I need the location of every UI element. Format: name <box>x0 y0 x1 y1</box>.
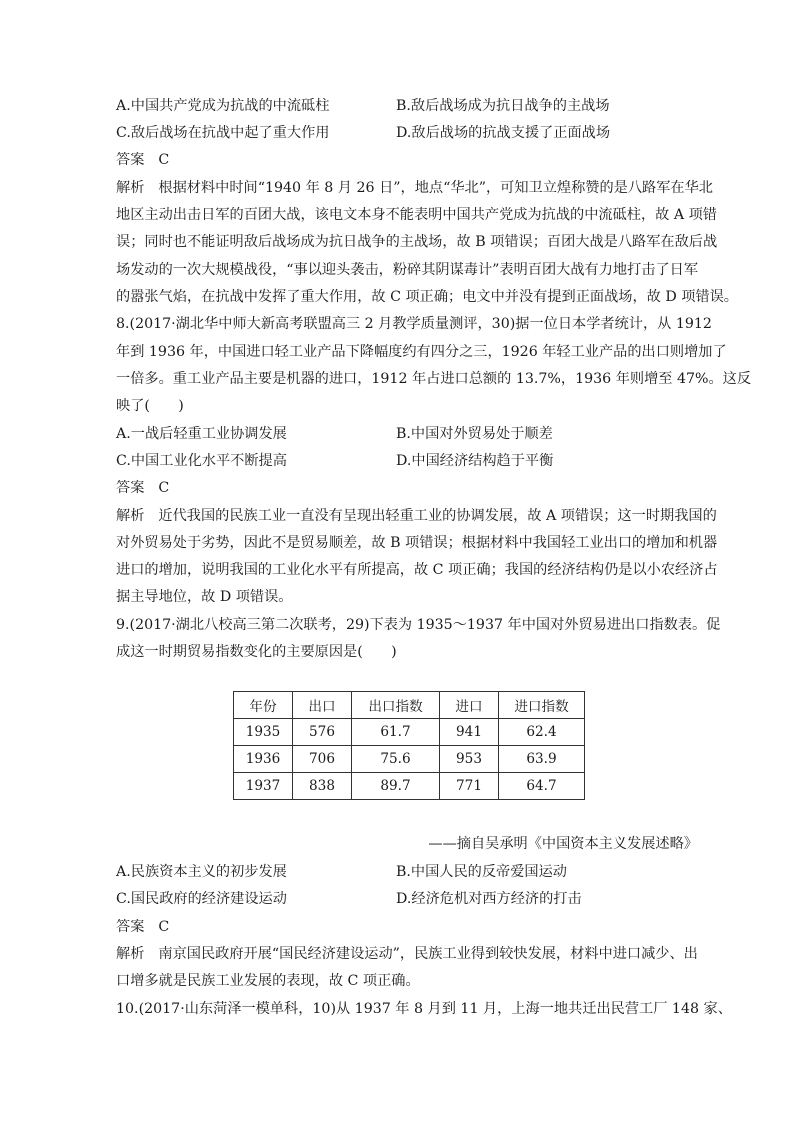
q7-analysis-line-3: 场发动的一次大规模战役，“事以迎头袭击，粉碎其阴谋毒计”表明百团大战有力地打击了日军 <box>116 262 699 278</box>
answer-label: 答案 <box>116 480 145 496</box>
analysis-text: 近代我国的民族工业一直没有呈现出轻重工业的协调发展，故 A 项错误；这一时期我国的 <box>158 508 717 524</box>
q9-analysis-line-0 <box>116 944 698 964</box>
table-cell: 64.7 <box>499 773 585 800</box>
q9-option-a: A.民族资本主义的初步发展 <box>116 864 287 880</box>
q8-stem-line-3: 映了( ) <box>116 398 184 414</box>
q8-option-a: A.一战后轻重工业协调发展 <box>116 426 287 442</box>
table-row <box>234 746 585 773</box>
q10-stem-line-0: 10.(2017·山东菏泽一模单科，10)从 1937 年 8 月到 11 月，上海一地共迁出民营工厂 148 家、 <box>116 1001 732 1017</box>
q8-stem-line-2: 一倍多。重工业产品主要是机器的进口，1912 年占进口总额的 13.7%，1936 年则增至 47%。这反 <box>116 371 752 387</box>
q9-option-d: D.经济危机对西方经济的打击 <box>396 891 582 907</box>
table-header-row <box>234 692 585 719</box>
table-cell: 62.4 <box>499 719 585 746</box>
q8-analysis-line-0 <box>116 506 717 526</box>
table-cell: 1936 <box>234 746 293 773</box>
table-row <box>234 773 585 800</box>
answer-value: C <box>158 919 170 935</box>
q7-analysis-line-1: 地区主动出击日军的百团大战，该电文本身不能表明中国共产党成为抗战的中流砥柱，故 A 项错 <box>116 207 717 223</box>
table-cell: 771 <box>440 773 499 800</box>
answer-value: C <box>158 480 170 496</box>
q8-stem-line-1: 年到 1936 年，中国进口轻工业产品下降幅度约有四分之三，1926 年轻工业产品的出口则增加了 <box>116 344 727 360</box>
table-header-cell: 进口 <box>440 692 499 719</box>
table-row <box>234 719 585 746</box>
q8-option-c: C.中国工业化水平不断提高 <box>116 453 287 469</box>
analysis-label: 解析 <box>116 180 145 196</box>
table-cell: 953 <box>440 746 499 773</box>
q7-analysis-line-4: 的嚣张气焰，在抗战中发挥了重大作用，故 C 项正确；电文中并没有提到正面战场，故 D 项错误。 <box>116 289 738 305</box>
table-header-cell: 年份 <box>234 692 293 719</box>
table-header-cell: 出口指数 <box>352 692 440 719</box>
answer-label: 答案 <box>116 919 145 935</box>
table-cell: 61.7 <box>352 719 440 746</box>
q9-stem-line-1: 成这一时期贸易指数变化的主要原因是( ) <box>116 644 397 660</box>
table-header-cell: 进口指数 <box>499 692 585 719</box>
q7-analysis-line-2: 误；同时也不能证明敌后战场成为抗日战争的主战场，故 B 项错误；百团大战是八路军在敌后战 <box>116 234 718 250</box>
q8-analysis-line-1: 对外贸易处于劣势，因此不是贸易顺差，故 B 项错误；根据材料中我国轻工业出口的增加和机器 <box>116 535 718 551</box>
table-cell: 1935 <box>234 719 293 746</box>
q8-analysis-line-2: 进口的增加，说明我国的工业化水平有所提高，故 C 项正确；我国的经济结构仍是以小农经济占 <box>116 562 718 578</box>
q8-answer <box>116 478 169 498</box>
q7-option-b: B.敌后战场成为抗日战争的主战场 <box>396 98 610 114</box>
table-cell: 75.6 <box>352 746 440 773</box>
table-cell: 1937 <box>234 773 293 800</box>
q7-option-a: A.中国共产党成为抗战的中流砥柱 <box>116 98 330 114</box>
answer-value: C <box>158 152 170 168</box>
answer-label: 答案 <box>116 152 145 168</box>
q7-answer <box>116 150 169 170</box>
q9-option-c: C.国民政府的经济建设运动 <box>116 891 287 907</box>
q9-stem-line-0: 9.(2017·湖北八校高三第二次联考，29)下表为 1935～1937 年中国对外贸易进出口指数表。促 <box>116 617 721 633</box>
q7-option-d: D.敌后战场的抗战支援了正面战场 <box>396 125 611 141</box>
trade-index-table <box>233 691 585 800</box>
q8-stem-line-0: 8.(2017·湖北华中师大新高考联盟高三 2 月教学质量测评，30)据一位日本学者统计，从 1912 <box>116 316 712 332</box>
table-source: ——摘自吴承明《中国资本主义发展述略》 <box>428 836 698 852</box>
q7-analysis-line-0 <box>116 178 713 198</box>
analysis-text: 根据材料中时间“1940 年 8 月 26 日”，地点“华北”，可知卫立煌称赞的是八路军在华北 <box>158 180 713 196</box>
q9-option-b: B.中国人民的反帝爱国运动 <box>396 864 567 880</box>
q8-option-d: D.中国经济结构趋于平衡 <box>396 453 554 469</box>
analysis-text: 南京国民政府开展“国民经济建设运动”，民族工业得到较快发展，材料中进口减少、出 <box>158 946 698 962</box>
table-cell: 89.7 <box>352 773 440 800</box>
table-cell: 838 <box>293 773 352 800</box>
analysis-label: 解析 <box>116 508 145 524</box>
q9-analysis-line-1: 口增多就是民族工业发展的表现，故 C 项正确。 <box>116 973 420 989</box>
table-cell: 576 <box>293 719 352 746</box>
q9-answer <box>116 917 169 937</box>
q7-option-c: C.敌后战场在抗战中起了重大作用 <box>116 125 330 141</box>
table-header-cell: 出口 <box>293 692 352 719</box>
q8-option-b: B.中国对外贸易处于顺差 <box>396 426 553 442</box>
table-cell: 63.9 <box>499 746 585 773</box>
q8-analysis-line-3: 据主导地位，故 D 项错误。 <box>116 589 293 605</box>
analysis-label: 解析 <box>116 946 145 962</box>
table-cell: 706 <box>293 746 352 773</box>
table-cell: 941 <box>440 719 499 746</box>
